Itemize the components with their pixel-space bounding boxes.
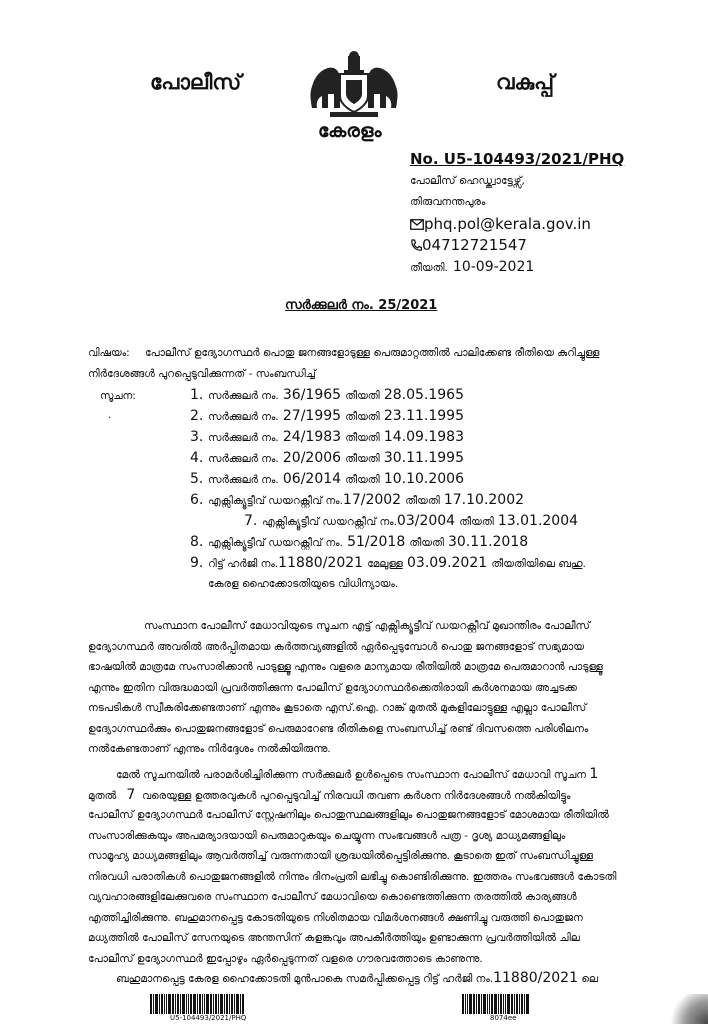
- department-title-right: വകുപ്പ്: [496, 70, 555, 94]
- reference-item: 6. എക്സിക്യൂട്ടീവ് ഡയറക്റ്റീവ് നം.17/2002 തീയതി 17.10.2002: [190, 492, 525, 508]
- office-address-line2: തിരുവനന്തപുരം: [410, 196, 486, 208]
- paragraph-line: മധ്യത്തിൽ പോലീസ് സേനയുടെ അന്തസിന് കളങ്കവും അപകീർത്തിയും ഉണ്ടാക്കുന്ന പ്രവർത്തിയിൽ ചില: [88, 932, 580, 944]
- paragraph-line: നൽകേണ്ടതാണ് എന്നും നിർദ്ദേശം നൽകിയിരുന്നു.: [88, 743, 331, 755]
- reference-number: No. U5-104493/2021/PHQ: [410, 150, 625, 168]
- paragraph-line: പോലീസ് ഉദ്യോഗസ്ഥർ ഇപ്പോഴും ഏർപ്പെടുന്നത് വളരെ ഗൗരവത്തോടെ കാണുന്നു.: [88, 952, 483, 965]
- paragraph-line: ഉദ്യോഗസ്ഥർക്കും പൊതുജനങ്ങളോട് പെരുമാറേണ്ട രീതികളെ സംബന്ധിച്ച് രണ്ട് ദിവസത്തെ പരിശീലനം: [88, 722, 589, 735]
- paragraph-line: എന്നും ഇതിന വിരുദ്ധമായി പ്രവർത്തിക്കുന്ന പോലീസ് ഉദ്യോഗസ്ഥർക്കെതിരായി കർശനമായ അച്ചടക്ക: [88, 681, 577, 694]
- paragraph-line: നടപടികൾ സ്വീകരിക്കേണ്ടതാണ് എന്നും കൂടാതെ എസ്.ഐ. റാങ്ക് മുതൽ മുകളിലോട്ടുള്ള എല്ലാ പോലീസ്: [88, 702, 587, 714]
- references-label: സൂചന:: [100, 390, 136, 402]
- department-title-left: പോലീസ്: [150, 70, 242, 94]
- reference-item-9-line2: കേരള ഹൈക്കോടതിയുടെ വിധിന്യായം.: [208, 578, 399, 590]
- subject-line1: പോലീസ് ഉദ്യോഗസ്ഥർ പൊതു ജനങ്ങളോടുള്ള പെരുമാറ്റത്തിൽ പാലിക്കേണ്ട രീതിയെ കുറിച്ചുള്ള: [145, 347, 600, 359]
- paragraph-3: [88, 968, 662, 989]
- reference-item: 2. സർക്കുലർ നം. 27/1995 തീയതി 23.11.1995: [190, 408, 464, 424]
- stray-mark: .: [108, 408, 112, 421]
- phone-row: [410, 236, 527, 254]
- phone-number[interactable]: 04712721547: [422, 236, 527, 254]
- phone-icon: [410, 239, 422, 252]
- barcode-2: [462, 994, 547, 1014]
- email-row: [410, 215, 591, 233]
- corner-shadow: [668, 994, 708, 1024]
- paragraph-line: ബഹുമാനപ്പെട്ട കേരള ഹൈക്കോടതി മുൻപാകെ സമർപ്പിക്കപ്പെട്ട റിട്ട് ഹർജി നം.11880/2021 ലെ: [116, 970, 598, 986]
- barcode-1: [150, 994, 265, 1014]
- reference-item: 8. എക്സിക്യൂട്ടീവ് ഡയറക്റ്റീവ് നം. 51/2018 തീയതി 30.11.2018: [190, 534, 529, 550]
- paragraph-line: ഭാഷയിൽ മാത്രമേ സംസാരിക്കാൻ പാടുള്ളൂ എന്നും വളരെ മാന്യമായ രീതിയിൽ മാത്രമേ പെരുമാറാൻ പാടുള്ളൂ: [88, 661, 603, 673]
- paragraph-line: മേൽ സൂചനയിൽ പരാമർശിച്ചിരിക്കുന്ന സർക്കുലർ ഉൾപ്പെടെ സംസ്ഥാന പോലീസ് മേധാവി സൂചന 1: [116, 766, 599, 782]
- paragraph-line: ഉദ്യോഗസ്ഥർ അവരിൽ അർപ്പിതമായ കർത്തവ്യങ്ങളിൽ ഏർപ്പെടുമ്പോൾ പൊതു ജനങ്ങളോട് സഭ്യമായ: [88, 640, 584, 653]
- barcode-2-text: 8074ee: [490, 1014, 517, 1022]
- paragraph-line: സംസ്ഥാന പോലീസ് മേധാവിയുടെ സൂചന എട്ട് എക്സിക്യൂട്ടീവ് ഡയറക്റ്റീവ് മുഖാന്തിരം പോലീസ്: [144, 620, 590, 632]
- paragraph-line: നിരവധി പരാതികൾ പൊതുജനങ്ങളിൽ നിന്നും ദിനംപ്രതി ലഭിച്ചു കൊണ്ടിരിക്കുന്നു. ഇത്തരം സംഭവങ്ങൾ കോടതി: [88, 870, 617, 883]
- subject-line2: നിർദേശങ്ങൾ പുറപ്പെടുവിക്കുന്നത് - സംബന്ധിച്ച്: [88, 368, 316, 380]
- reference-item: 1. സർക്കുലർ നം. 36/1965 തീയതി 28.05.1965: [190, 387, 464, 403]
- barcode-1-text: U5-104493/2021/PHQ: [170, 1014, 247, 1022]
- subject-label: വിഷയം:: [88, 347, 130, 359]
- paragraph-line: സംസാരിക്കുകയും അപമര്യാദയായി പെരുമാറുകയും ചെയ്യുന്ന സംഭവങ്ങൾ പത്ര - ദൃശ്യ മാധ്യമങ്ങളിലും: [88, 829, 566, 842]
- kerala-emblem-logo: [306, 50, 402, 120]
- paragraph-line: സാമൂഹ്യ മാധ്യമങ്ങളിലും ആവർത്തിച്ച് വരുന്നതായി ശ്രദ്ധയിൽപ്പെട്ടിരിക്കുന്നു. കൂടാതെ ഇത് സംബന്ധിച്ചുള്ള: [88, 850, 594, 862]
- reference-item: 3. സർക്കുലർ നം. 24/1983 തീയതി 14.09.1983: [190, 429, 464, 445]
- date-row: [410, 256, 534, 275]
- paragraph-1: [88, 616, 662, 760]
- reference-item: 4. സർക്കുലർ നം. 20/2006 തീയതി 30.11.1995: [190, 450, 464, 466]
- circular-title: സർക്കുലർ നം. 25/2021: [285, 298, 438, 313]
- paragraph-line: വ്യവഹാരങ്ങളിലേക്കുവരെ സംസ്ഥാന പോലീസ് മേധാവിയെ കൊണ്ടെത്തിക്കുന്ന തരത്തിൽ കാര്യങ്ങൾ: [88, 891, 577, 903]
- paragraph-line: പോലീസ് ഉദ്യോഗസ്ഥർ പോലീസ് സ്റ്റേഷനിലും പൊതുസ്ഥലങ്ങളിലും പൊതുജനങ്ങളോട് മോശമായ രീതിയിൽ: [88, 809, 609, 821]
- reference-item: 5. സർക്കുലർ നം. 06/2014 തീയതി 10.10.2006: [190, 471, 464, 487]
- reference-item: 7. എക്സിക്യൂട്ടീവ് ഡയറക്റ്റീവ് നം.03/2004 തീയതി 13.01.2004: [244, 513, 579, 529]
- emblem-caption: കേരളം: [318, 120, 382, 142]
- reference-item: 9. റിട്ട് ഹർജി നം.11880/2021 മേലുള്ള 03.09.2021 തീയതിയിലെ ബഹു.: [190, 555, 586, 571]
- office-address-line1: പോലീസ് ഹെഡ്ക്വാട്ടേഴ്സ്,: [410, 175, 525, 187]
- email-address[interactable]: phq.pol@kerala.gov.in: [424, 215, 591, 233]
- paragraph-2: [88, 764, 662, 969]
- paragraph-line: എത്തിച്ചിരിക്കുന്നു. ബഹുമാനപ്പെട്ട കോടതിയുടെ നിശിതമായ വിമർശനങ്ങൾ ക്ഷണിച്ചു വരുത്തി പൊതുജന: [88, 911, 583, 924]
- date-value: 10-09-2021: [452, 259, 535, 275]
- date-label: തീയതി.: [410, 262, 448, 274]
- envelope-icon: [410, 219, 424, 230]
- paragraph-line: മുതൽ 7 വരെയുള്ള ഉത്തരവുകൾ പുറപ്പെടുവിച്ച് നിരവധി തവണ കർശന നിർദേശങ്ങൾ നൽകിയിട്ടും: [88, 786, 571, 803]
